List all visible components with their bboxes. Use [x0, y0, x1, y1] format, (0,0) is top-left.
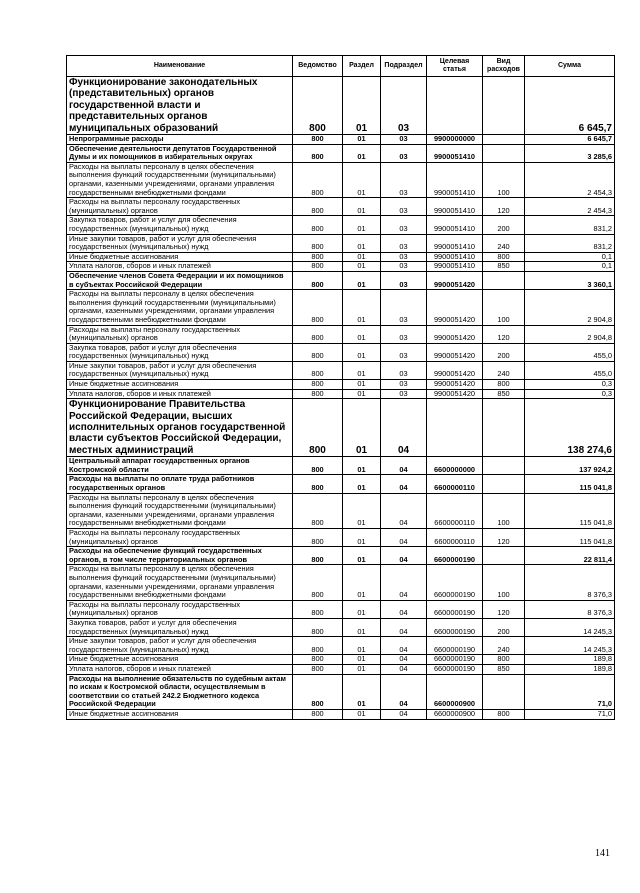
cell-sum: 2 904,8	[525, 325, 615, 343]
cell-ved: 800	[293, 457, 343, 475]
header-expense-type: Вид расходов	[483, 56, 525, 77]
budget-table	[66, 55, 615, 720]
cell-podrazdel: 04	[381, 709, 427, 719]
cell-sum: 3 360,1	[525, 271, 615, 289]
cell-razdel: 01	[343, 290, 381, 325]
cell-name: Расходы на выплаты персоналу в целях обеспечения выполнения функций государственными (муниципальными) органами, казенными учреждениями, органами управления государственными внебюджетными фондами	[67, 565, 293, 600]
cell-ved: 800	[293, 325, 343, 343]
cell-target-article: 9900051420	[427, 389, 483, 399]
cell-target-article: 9900000000	[427, 135, 483, 145]
cell-expense-type: 200	[483, 343, 525, 361]
cell-expense-type: 240	[483, 637, 525, 655]
cell-sum: 115 041,8	[525, 475, 615, 493]
cell-podrazdel: 03	[381, 325, 427, 343]
cell-sum: 115 041,8	[525, 529, 615, 547]
cell-target-article: 6600000190	[427, 655, 483, 665]
cell-sum: 0,3	[525, 380, 615, 390]
cell-ved: 800	[293, 271, 343, 289]
table-row	[67, 655, 615, 665]
cell-podrazdel: 03	[381, 135, 427, 145]
cell-razdel: 01	[343, 529, 381, 547]
cell-name: Иные закупки товаров, работ и услуг для обеспечения государственных (муниципальных) нужд	[67, 361, 293, 379]
cell-podrazdel: 03	[381, 389, 427, 399]
cell-ved: 800	[293, 361, 343, 379]
cell-expense-type: 120	[483, 198, 525, 216]
cell-podrazdel: 03	[381, 144, 427, 162]
table-row	[67, 493, 615, 528]
cell-target-article: 9900051410	[427, 262, 483, 272]
cell-name: Закупка товаров, работ и услуг для обеспечения государственных (муниципальных) нужд	[67, 343, 293, 361]
table-row	[67, 664, 615, 674]
budget-page	[66, 55, 614, 720]
cell-expense-type: 120	[483, 325, 525, 343]
table-row	[67, 135, 615, 145]
cell-expense-type: 800	[483, 709, 525, 719]
cell-name: Расходы на выплаты персоналу в целях обеспечения выполнения функций государственными (муниципальными) органами, казенными учреждениями, органами управления государственными внебюджетными фондами	[67, 290, 293, 325]
cell-razdel: 01	[343, 389, 381, 399]
cell-sum: 8 376,3	[525, 600, 615, 618]
cell-sum: 831,2	[525, 234, 615, 252]
cell-razdel: 01	[343, 77, 381, 135]
cell-sum: 71,0	[525, 709, 615, 719]
cell-sum: 14 245,3	[525, 637, 615, 655]
cell-expense-type: 800	[483, 380, 525, 390]
cell-ved: 800	[293, 234, 343, 252]
cell-target-article: 6600000190	[427, 664, 483, 674]
cell-expense-type	[483, 144, 525, 162]
cell-ved: 800	[293, 547, 343, 565]
cell-sum: 71,0	[525, 674, 615, 709]
cell-expense-type: 850	[483, 664, 525, 674]
cell-podrazdel: 04	[381, 637, 427, 655]
cell-sum: 0,3	[525, 389, 615, 399]
table-row	[67, 600, 615, 618]
header-row	[67, 56, 615, 77]
cell-target-article: 9900051420	[427, 380, 483, 390]
cell-razdel: 01	[343, 252, 381, 262]
cell-ved: 800	[293, 252, 343, 262]
cell-expense-type: 850	[483, 262, 525, 272]
cell-sum: 22 811,4	[525, 547, 615, 565]
cell-name: Расходы на обеспечение функций государственных органов, в том числе территориальных органов	[67, 547, 293, 565]
cell-sum: 0,1	[525, 262, 615, 272]
cell-sum: 137 924,2	[525, 457, 615, 475]
table-row	[67, 252, 615, 262]
cell-target-article: 6600000900	[427, 709, 483, 719]
cell-razdel: 01	[343, 135, 381, 145]
cell-name: Иные бюджетные ассигнования	[67, 655, 293, 665]
cell-razdel: 01	[343, 600, 381, 618]
cell-ved: 800	[293, 144, 343, 162]
cell-ved: 800	[293, 664, 343, 674]
cell-expense-type: 100	[483, 493, 525, 528]
table-row	[67, 389, 615, 399]
cell-target-article: 9900051410	[427, 216, 483, 234]
cell-target-article: 6600000190	[427, 637, 483, 655]
cell-razdel: 01	[343, 361, 381, 379]
cell-sum: 6 645,7	[525, 77, 615, 135]
cell-expense-type: 120	[483, 529, 525, 547]
cell-target-article: 9900051410	[427, 162, 483, 197]
cell-sum: 189,8	[525, 664, 615, 674]
cell-podrazdel: 03	[381, 380, 427, 390]
cell-podrazdel: 04	[381, 655, 427, 665]
cell-podrazdel: 04	[381, 457, 427, 475]
table-row	[67, 216, 615, 234]
table-row	[67, 457, 615, 475]
cell-target-article: 9900051410	[427, 252, 483, 262]
cell-sum: 455,0	[525, 361, 615, 379]
table-row	[67, 343, 615, 361]
cell-podrazdel: 04	[381, 664, 427, 674]
table-row	[67, 162, 615, 197]
cell-target-article: 9900051410	[427, 144, 483, 162]
table-row	[67, 475, 615, 493]
cell-expense-type: 100	[483, 565, 525, 600]
cell-name: Иные бюджетные ассигнования	[67, 252, 293, 262]
cell-razdel: 01	[343, 674, 381, 709]
table-row	[67, 547, 615, 565]
table-row	[67, 674, 615, 709]
cell-ved: 800	[293, 493, 343, 528]
cell-expense-type	[483, 475, 525, 493]
cell-podrazdel: 03	[381, 216, 427, 234]
cell-name: Расходы на выплаты персоналу государственных (муниципальных) органов	[67, 600, 293, 618]
cell-podrazdel: 03	[381, 290, 427, 325]
cell-expense-type	[483, 77, 525, 135]
cell-ved: 800	[293, 529, 343, 547]
cell-ved: 800	[293, 637, 343, 655]
cell-ved: 800	[293, 600, 343, 618]
cell-target-article: 6600000110	[427, 493, 483, 528]
cell-target-article: 6600000000	[427, 457, 483, 475]
cell-podrazdel: 03	[381, 343, 427, 361]
cell-name: Функционирование Правительства Российской Федерации, высших исполнительных органов государственной власти субъектов Российской Федерации, местных администраций	[67, 399, 293, 457]
cell-name: Обеспечение деятельности депутатов Государственной Думы и их помощников в избирательных округах	[67, 144, 293, 162]
cell-name: Непрограммные расходы	[67, 135, 293, 145]
cell-name: Расходы на выплаты персоналу государственных (муниципальных) органов	[67, 529, 293, 547]
cell-ved: 800	[293, 380, 343, 390]
cell-razdel: 01	[343, 325, 381, 343]
header-sum: Сумма	[525, 56, 615, 77]
cell-name: Расходы на выполнение обязательств по судебным актам по искам к Костромской области, осуществляемым в соответствии со статьей 242.2 Бюджетного кодекса Российской Федерации	[67, 674, 293, 709]
page-number: 141	[595, 848, 610, 859]
cell-expense-type: 100	[483, 162, 525, 197]
cell-razdel: 01	[343, 475, 381, 493]
cell-razdel: 01	[343, 493, 381, 528]
cell-target-article: 6600000190	[427, 618, 483, 636]
cell-razdel: 01	[343, 234, 381, 252]
cell-podrazdel: 04	[381, 493, 427, 528]
cell-expense-type: 240	[483, 361, 525, 379]
cell-ved: 800	[293, 162, 343, 197]
cell-razdel: 01	[343, 664, 381, 674]
header-razdel: Раздел	[343, 56, 381, 77]
cell-target-article: 9900051420	[427, 343, 483, 361]
table-body	[67, 77, 615, 720]
header-name: Наименование	[67, 56, 293, 77]
header-ved: Ведомство	[293, 56, 343, 77]
table-row	[67, 709, 615, 719]
cell-podrazdel: 04	[381, 674, 427, 709]
cell-ved: 800	[293, 618, 343, 636]
cell-podrazdel: 04	[381, 547, 427, 565]
table-row	[67, 529, 615, 547]
table-row	[67, 565, 615, 600]
cell-razdel: 01	[343, 262, 381, 272]
cell-ved: 800	[293, 565, 343, 600]
cell-target-article: 9900051420	[427, 325, 483, 343]
table-row	[67, 325, 615, 343]
cell-expense-type: 850	[483, 389, 525, 399]
cell-razdel: 01	[343, 399, 381, 457]
cell-name: Расходы на выплаты персоналу в целях обеспечения выполнения функций государственными (муниципальными) органами, казенными учреждениями, органами управления государственными внебюджетными фондами	[67, 162, 293, 197]
cell-podrazdel: 04	[381, 618, 427, 636]
cell-target-article: 6600000110	[427, 475, 483, 493]
cell-sum: 6 645,7	[525, 135, 615, 145]
cell-podrazdel: 04	[381, 565, 427, 600]
cell-name: Уплата налогов, сборов и иных платежей	[67, 664, 293, 674]
cell-sum: 8 376,3	[525, 565, 615, 600]
cell-razdel: 01	[343, 655, 381, 665]
cell-name: Иные бюджетные ассигнования	[67, 380, 293, 390]
cell-expense-type	[483, 399, 525, 457]
cell-podrazdel: 03	[381, 198, 427, 216]
cell-ved: 800	[293, 475, 343, 493]
cell-name: Расходы на выплаты персоналу в целях обеспечения выполнения функций государственными (муниципальными) органами, казенными учреждениями, органами управления государственными внебюджетными фондами	[67, 493, 293, 528]
cell-expense-type	[483, 674, 525, 709]
cell-name: Расходы на выплаты персоналу государственных (муниципальных) органов	[67, 325, 293, 343]
cell-ved: 800	[293, 77, 343, 135]
cell-ved: 800	[293, 709, 343, 719]
cell-expense-type: 800	[483, 252, 525, 262]
cell-razdel: 01	[343, 709, 381, 719]
cell-sum: 0,1	[525, 252, 615, 262]
cell-podrazdel: 04	[381, 475, 427, 493]
cell-podrazdel: 04	[381, 600, 427, 618]
cell-name: Центральный аппарат государственных органов Костромской области	[67, 457, 293, 475]
table-row	[67, 399, 615, 457]
cell-razdel: 01	[343, 618, 381, 636]
cell-ved: 800	[293, 290, 343, 325]
cell-target-article	[427, 399, 483, 457]
cell-ved: 800	[293, 262, 343, 272]
cell-target-article: 6600000190	[427, 600, 483, 618]
cell-razdel: 01	[343, 457, 381, 475]
cell-ved: 800	[293, 198, 343, 216]
cell-expense-type	[483, 271, 525, 289]
cell-name: Закупка товаров, работ и услуг для обеспечения государственных (муниципальных) нужд	[67, 618, 293, 636]
cell-razdel: 01	[343, 162, 381, 197]
cell-expense-type: 800	[483, 655, 525, 665]
cell-razdel: 01	[343, 547, 381, 565]
cell-podrazdel: 03	[381, 361, 427, 379]
cell-name: Уплата налогов, сборов и иных платежей	[67, 389, 293, 399]
cell-name: Уплата налогов, сборов и иных платежей	[67, 262, 293, 272]
table-row	[67, 234, 615, 252]
cell-name: Иные закупки товаров, работ и услуг для обеспечения государственных (муниципальных) нужд	[67, 234, 293, 252]
cell-target-article: 6600000110	[427, 529, 483, 547]
cell-name: Иные закупки товаров, работ и услуг для обеспечения государственных (муниципальных) нужд	[67, 637, 293, 655]
table-row	[67, 262, 615, 272]
cell-sum: 455,0	[525, 343, 615, 361]
cell-expense-type	[483, 547, 525, 565]
cell-razdel: 01	[343, 198, 381, 216]
cell-razdel: 01	[343, 216, 381, 234]
cell-podrazdel: 03	[381, 252, 427, 262]
table-row	[67, 618, 615, 636]
cell-name: Расходы на выплаты по оплате труда работников государственных органов	[67, 475, 293, 493]
cell-ved: 800	[293, 216, 343, 234]
cell-razdel: 01	[343, 343, 381, 361]
cell-name: Обеспечение членов Совета Федерации и их помощников в субъектах Российской Федерации	[67, 271, 293, 289]
cell-sum: 2 454,3	[525, 162, 615, 197]
table-header	[67, 56, 615, 77]
cell-razdel: 01	[343, 637, 381, 655]
cell-ved: 800	[293, 399, 343, 457]
cell-target-article: 9900051410	[427, 198, 483, 216]
cell-expense-type	[483, 135, 525, 145]
cell-expense-type: 100	[483, 290, 525, 325]
table-row	[67, 290, 615, 325]
header-podrazdel: Подраздел	[381, 56, 427, 77]
cell-ved: 800	[293, 343, 343, 361]
cell-expense-type: 240	[483, 234, 525, 252]
cell-ved: 800	[293, 674, 343, 709]
table-row	[67, 198, 615, 216]
cell-sum: 2 454,3	[525, 198, 615, 216]
cell-ved: 800	[293, 389, 343, 399]
cell-target-article: 6600000190	[427, 565, 483, 600]
cell-target-article: 6600000190	[427, 547, 483, 565]
table-row	[67, 361, 615, 379]
cell-sum: 115 041,8	[525, 493, 615, 528]
cell-sum: 831,2	[525, 216, 615, 234]
cell-target-article: 9900051420	[427, 361, 483, 379]
cell-razdel: 01	[343, 271, 381, 289]
table-row	[67, 380, 615, 390]
table-row	[67, 637, 615, 655]
cell-name: Расходы на выплаты персоналу государственных (муниципальных) органов	[67, 198, 293, 216]
cell-podrazdel: 03	[381, 262, 427, 272]
cell-target-article: 6600000900	[427, 674, 483, 709]
cell-name: Иные бюджетные ассигнования	[67, 709, 293, 719]
cell-expense-type	[483, 457, 525, 475]
cell-sum: 2 904,8	[525, 290, 615, 325]
cell-expense-type: 120	[483, 600, 525, 618]
header-target-article: Целевая статья	[427, 56, 483, 77]
cell-target-article: 9900051420	[427, 290, 483, 325]
table-row	[67, 144, 615, 162]
cell-ved: 800	[293, 135, 343, 145]
cell-podrazdel: 03	[381, 162, 427, 197]
cell-podrazdel: 04	[381, 529, 427, 547]
cell-name: Функционирование законодательных (представительных) органов государственной власти и представительных органов муниципальных образований	[67, 77, 293, 135]
cell-name: Закупка товаров, работ и услуг для обеспечения государственных (муниципальных) нужд	[67, 216, 293, 234]
cell-podrazdel: 03	[381, 234, 427, 252]
table-row	[67, 271, 615, 289]
cell-target-article: 9900051410	[427, 234, 483, 252]
cell-expense-type: 200	[483, 216, 525, 234]
cell-sum: 14 245,3	[525, 618, 615, 636]
cell-expense-type: 200	[483, 618, 525, 636]
cell-podrazdel: 03	[381, 77, 427, 135]
cell-podrazdel: 03	[381, 271, 427, 289]
cell-sum: 189,8	[525, 655, 615, 665]
cell-target-article	[427, 77, 483, 135]
cell-sum: 138 274,6	[525, 399, 615, 457]
cell-sum: 3 285,6	[525, 144, 615, 162]
table-row	[67, 77, 615, 135]
cell-podrazdel: 04	[381, 399, 427, 457]
cell-razdel: 01	[343, 144, 381, 162]
cell-ved: 800	[293, 655, 343, 665]
cell-target-article: 9900051420	[427, 271, 483, 289]
cell-razdel: 01	[343, 565, 381, 600]
cell-razdel: 01	[343, 380, 381, 390]
